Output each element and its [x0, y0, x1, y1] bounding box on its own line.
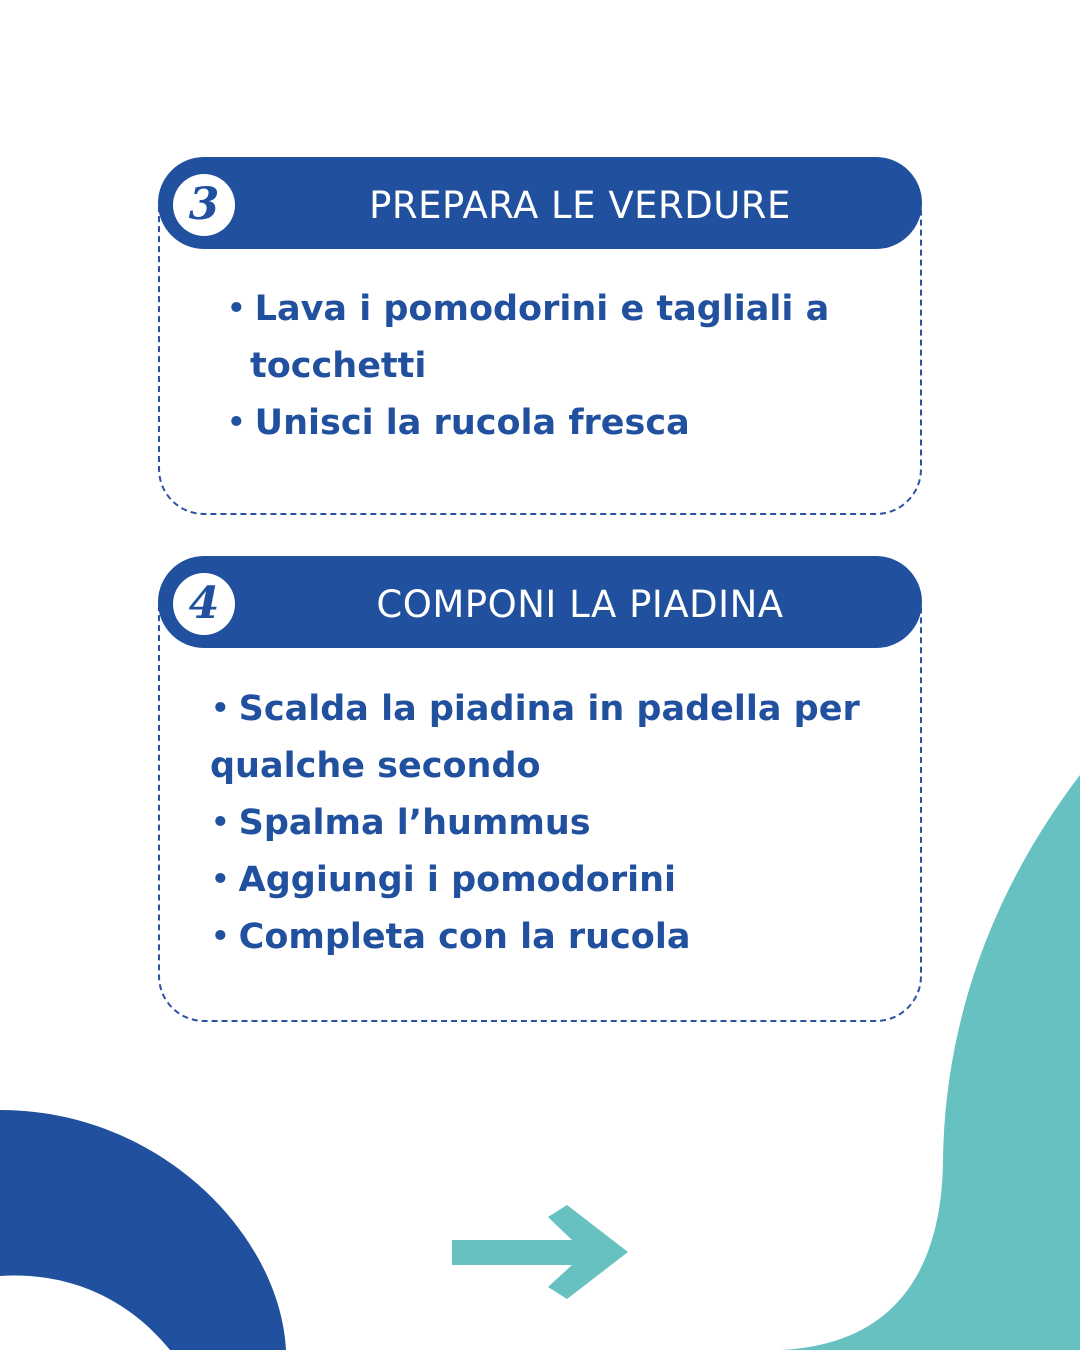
blue-arc-shape [0, 1110, 286, 1350]
list-item: • Scalda la piadina in padella per qualche secondo [210, 689, 860, 786]
bullet: • [210, 803, 231, 843]
list-item: • Aggiungi i pomodorini [210, 860, 676, 900]
bullet: • [226, 403, 247, 443]
step-title: COMPONI LA PIADINA [376, 583, 784, 626]
list-item: • Lava i pomodorini e tagliali a tocchetti [226, 289, 830, 386]
step-number-badge: 3 [173, 174, 235, 236]
step-card-3 [158, 157, 922, 515]
step-number-badge: 4 [173, 573, 235, 635]
list-item: • Unisci la rucola fresca [226, 403, 690, 443]
step-card-4 [158, 556, 922, 1022]
arrow-shape [452, 1205, 628, 1299]
step-instructions [226, 281, 866, 452]
bullet: • [226, 289, 247, 329]
step-title: PREPARA LE VERDURE [369, 184, 791, 227]
bullet: • [210, 689, 231, 729]
list-item: • Completa con la rucola [210, 917, 691, 957]
step-header [158, 157, 922, 249]
list-item: • Spalma l’hummus [210, 803, 591, 843]
step-instructions [210, 681, 870, 966]
step-header [158, 556, 922, 648]
bullet: • [210, 917, 231, 957]
arrow-right-icon[interactable] [452, 1204, 630, 1300]
bullet: • [210, 860, 231, 900]
